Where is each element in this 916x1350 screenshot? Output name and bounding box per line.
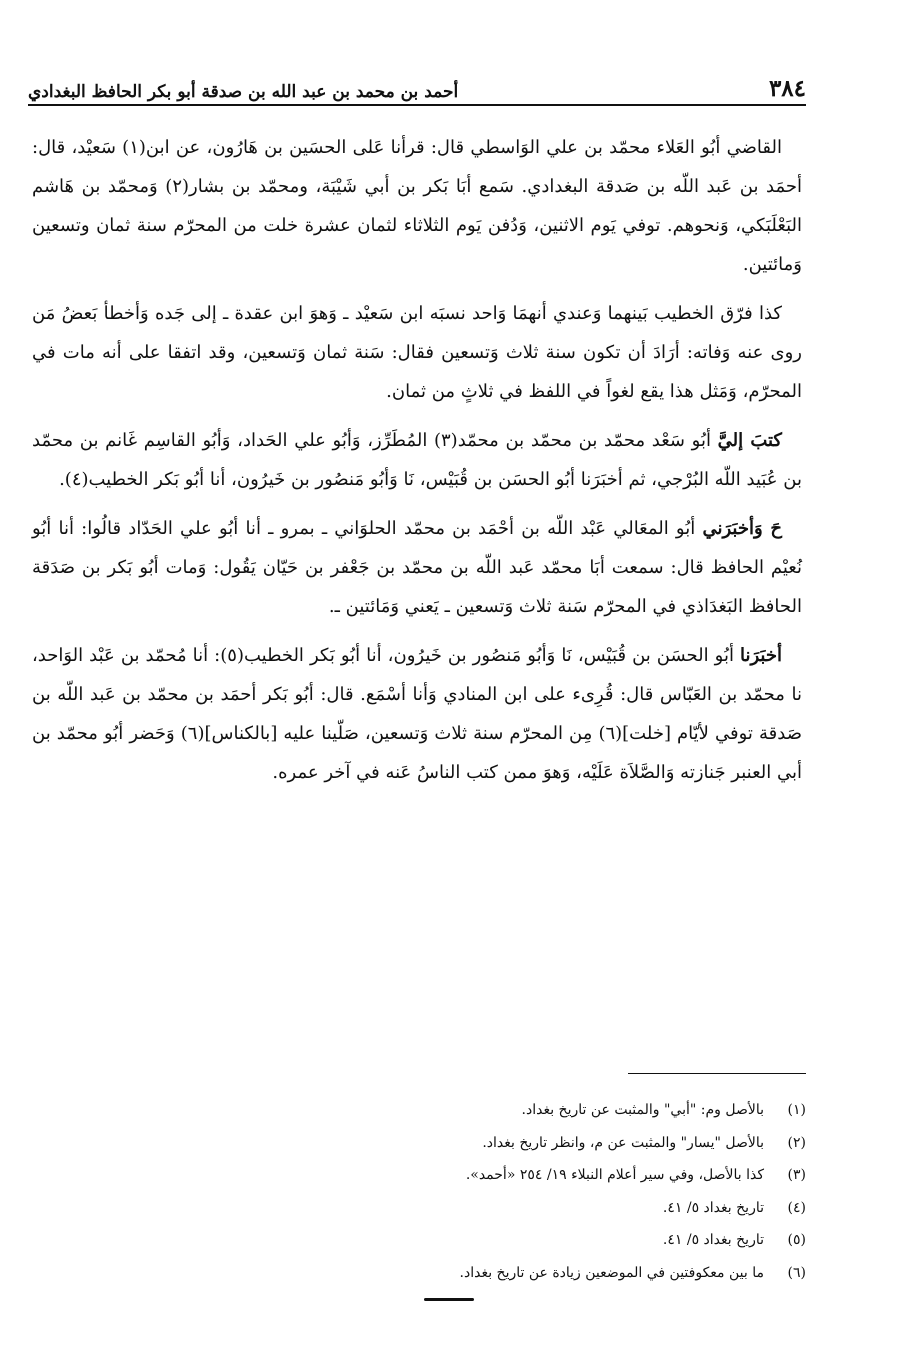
- paragraph-text: القاضي أبُو العَلاء محمّد بن علي الوَاسطي قال: قرأنا عَلى الحسَين بن هَارُون، عن ابن(١) سَعيْد، قال: أحمَد بن عَبد اللّه بن صَدقة البغدادي. سَمع أبَا بَكر بن أبي شَيْبَة، ومحمّد بن بشار(٢) وَمحمّد بن هَاشم البَعْلَبَكي، وَنحوهم. توفي يَوم الاثنين، وَدُفن يَوم الثلاثاء لثمان عشرة خلت من المحرّم سنة ثمان وتسعين وَمائتين.: [32, 137, 803, 275]
- paragraph-lead: أخبَرَنا: [740, 645, 782, 666]
- footnote-number: (٣): [787, 1167, 806, 1183]
- footnote-number: (٤): [787, 1199, 806, 1216]
- footnote: [100, 1192, 806, 1225]
- paragraph: [32, 509, 802, 626]
- footnote-text: تاريخ بغداد ٥/ ٤١.: [662, 1232, 764, 1248]
- footnote-number: (٢): [787, 1134, 806, 1151]
- footnote-text: تاريخ بغداد ٥/ ٤١.: [662, 1199, 764, 1216]
- footnote: [100, 1127, 806, 1160]
- footnotes: [100, 1094, 806, 1289]
- paragraph: [32, 421, 802, 499]
- paragraph-lead: حَ وَأخبَرَني: [702, 518, 782, 539]
- footnote: [100, 1094, 806, 1127]
- page-header: [28, 58, 806, 102]
- paragraph: [32, 294, 802, 411]
- paragraph-text: أبُو سَعْد محمّد بن محمّد بن محمّد(٣) المُطَرِّز، وَأبُو علي الحَداد، وَأبُو القاسِم غَانم بن محمّد بن عُبَيد اللّه البُرْجي، ثم أخبَرَنا أبُو الحسَن بن قُبَيْس، نَا وَأبُو مَنصُور بن خَيرُون، أنا أبُو بَكر الخطيب(٤).: [32, 430, 802, 490]
- page-number: ٣٨٤: [768, 75, 806, 102]
- footnote-text: بالأصل وم: "أبي" والمثبت عن تاريخ بغداد.: [521, 1102, 764, 1118]
- running-title: أحمد بن محمد بن عبد الله بن صدقة أبو بكر الحافظ البغدادي: [28, 82, 459, 102]
- footnote-text: ما بين معكوفتين في الموضعين زيادة عن تاريخ بغداد.: [459, 1264, 764, 1281]
- header-rule: [28, 104, 806, 106]
- paragraph-text: كذا فرّق الخطيب بَينهما وَعندي أنهمَا وَاحد نسبَه ابن سَعيْد ـ وَهوَ ابن عقدة ـ إلى جَده وَأخطأ بَعضُ مَن روى عنه وَفاته: أرَادَ أن تكون سنة ثلاث وَتسعين فقال: سَنة ثمان وَتسعين، وقد اتفقا على أنه مات في المحرّم، وَمَثل هذا يقع لغواً في اللفظ في ثلاثٍ من ثمان.: [32, 303, 802, 402]
- footnote-separator: [628, 1073, 806, 1074]
- footnote-number: (٥): [787, 1232, 806, 1248]
- page-end-mark: [424, 1298, 474, 1301]
- paragraph: [32, 128, 802, 284]
- paragraph: [32, 636, 802, 792]
- footnote: [100, 1159, 806, 1192]
- main-text: [32, 128, 802, 802]
- paragraph-lead: كتبَ إليَّ: [717, 430, 782, 451]
- footnote-number: (١): [787, 1102, 806, 1118]
- paragraph-text: أبُو المعَالي عَبْد اللّه بن أحْمَد بن محمّد الحلوَاني ـ بمرو ـ أنا أبُو علي الحَدّاد قالُوا: أنا أبُو نُعيْم الحافظ قال: سمعت أبَا محمّد عَبد اللّه بن محمّد بن جَعْفر بن حَيّان يَقُول: وَمات أبُو بَكر بن صَدَقة الحافظ البَغدَاذي في المحرّم سَنة ثلاث وَتسعين ـ يَعني وَمَائتين ـ.: [32, 518, 802, 617]
- footnote-text: بالأصل "يسار" والمثبت عن م، وانظر تاريخ بغداد.: [482, 1134, 764, 1151]
- footnote-text: كذا بالأصل، وفي سير أعلام النبلاء ١٩/ ٢٥٤ «أحمد».: [465, 1167, 764, 1183]
- footnote: [100, 1224, 806, 1257]
- paragraph-text: أبُو الحسَن بن قُبَيْس، نَا وَأبُو مَنصُور بن خَيرُون، أنا أبُو بَكر الخطيب(٥): أنا مُحمّد بن عَبْد الوَاحد، نا محمّد بن العَبّاس قال: قُرِىء على ابن المنادي وَأنا أسْمَع. قال: أبُو بَكر أحمَد بن محمّد بن عَبد اللّه بن صَدقة توفي لأيّام [خلت](٦) مِن المحرّم سنة ثلاث وَتسعين، صَلّينا عليه [بالكناس](٦) وَحَضر أبُو محمّد بن أبي العنبر جَنازته وَالصَّلاَة عَلَيْه، وَهوَ ممن كتب الناسُ عَنه في آخر عمره.: [32, 645, 802, 783]
- footnote-number: (٦): [787, 1264, 806, 1281]
- footnote: [100, 1257, 806, 1290]
